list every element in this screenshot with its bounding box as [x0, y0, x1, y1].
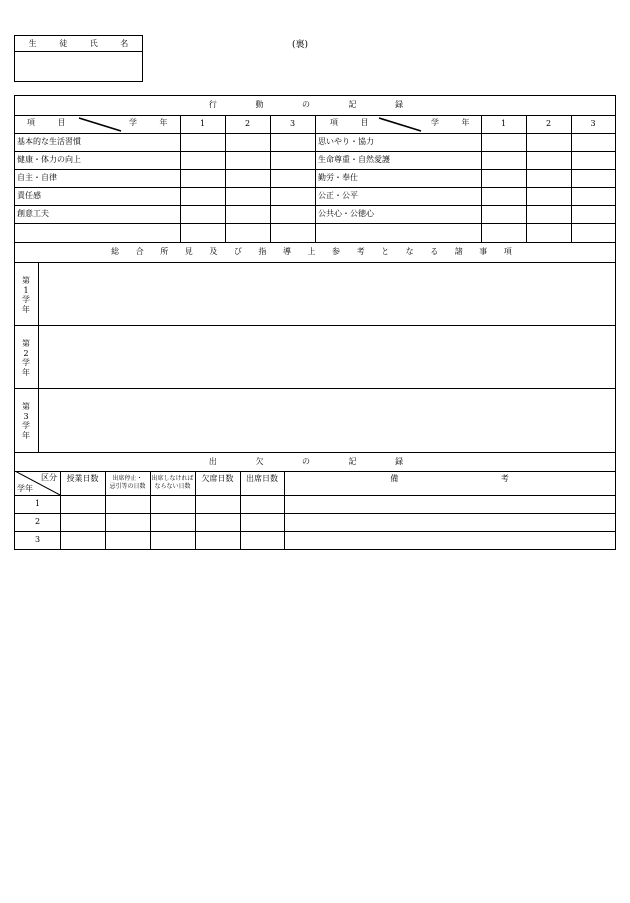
grade-2-right: 2 [545, 119, 552, 128]
findings-year-3-field[interactable] [39, 389, 615, 451]
student-name-label: 生 徒 氏 名 [15, 36, 142, 52]
behavior-item: 基本的な生活習慣 [17, 137, 81, 146]
behavior-item-header-right: 項 目 [330, 118, 379, 127]
behavior-item: 健康・体力の向上 [17, 155, 81, 164]
behavior-item: 公正・公平 [318, 191, 358, 200]
behavior-item: 公共心・公徳心 [318, 209, 374, 218]
behavior-title: 行 動 の 記 録 [208, 100, 422, 109]
findings-year-2-label: 第2学年 [22, 339, 30, 377]
grade-1-left: 1 [199, 119, 206, 128]
behavior-item: 思いやり・協力 [318, 137, 374, 146]
attendance-row-2-label: 2 [34, 517, 41, 526]
findings-year-1-field[interactable] [39, 263, 615, 325]
attendance-corner-bottom: 学年 [17, 484, 33, 493]
attendance-row-3-label: 3 [34, 535, 41, 544]
page-side-label: (裏) [292, 40, 309, 50]
findings-year-3-label: 第3学年 [22, 402, 30, 440]
attendance-col-absent-days: 欠席日数 [201, 474, 234, 483]
behavior-item: 生命尊重・自然愛護 [318, 155, 390, 164]
attendance-title: 出 欠 の 記 録 [208, 457, 422, 466]
student-name-box [14, 35, 143, 82]
behavior-item: 創意工夫 [17, 209, 49, 218]
student-name-field[interactable] [15, 52, 142, 82]
grade-3-right: 3 [590, 119, 596, 128]
diagonal-divider-right [375, 116, 425, 133]
attendance-col-present-days: 出席日数 [246, 474, 278, 483]
behavior-item: 責任感 [17, 191, 41, 200]
behavior-grade-header-left: 学 年 [129, 118, 178, 127]
attendance-col-suspension-line2: 忌引等の日数 [109, 483, 146, 490]
record-table [14, 95, 616, 550]
attendance-col-remarks: 備 考 [390, 474, 559, 483]
attendance-col-required-line2: ならない日数 [154, 483, 191, 490]
attendance-row-1-label: 1 [34, 499, 41, 508]
grade-1-right: 1 [500, 119, 507, 128]
behavior-item: 勤労・奉仕 [318, 173, 358, 182]
grade-2-left: 2 [244, 119, 251, 128]
diagonal-divider-left [75, 116, 125, 133]
attendance-col-class-days: 授業日数 [66, 474, 99, 483]
findings-year-1-label: 第1学年 [22, 276, 30, 314]
attendance-col-suspension-line1: 出席停止・ [112, 475, 143, 482]
findings-year-2-field[interactable] [39, 326, 615, 388]
findings-title: 総 合 所 見 及 び 指 導 上 参 考 と な る 諸 事 項 [111, 247, 519, 256]
attendance-corner-top: 区分 [41, 473, 57, 482]
behavior-grade-header-right: 学 年 [431, 118, 480, 127]
behavior-item-header-left: 項 目 [27, 118, 76, 127]
attendance-col-required-line1: 出席しなければ [151, 475, 194, 482]
grade-3-left: 3 [289, 119, 296, 128]
behavior-item: 自主・自律 [17, 173, 57, 182]
